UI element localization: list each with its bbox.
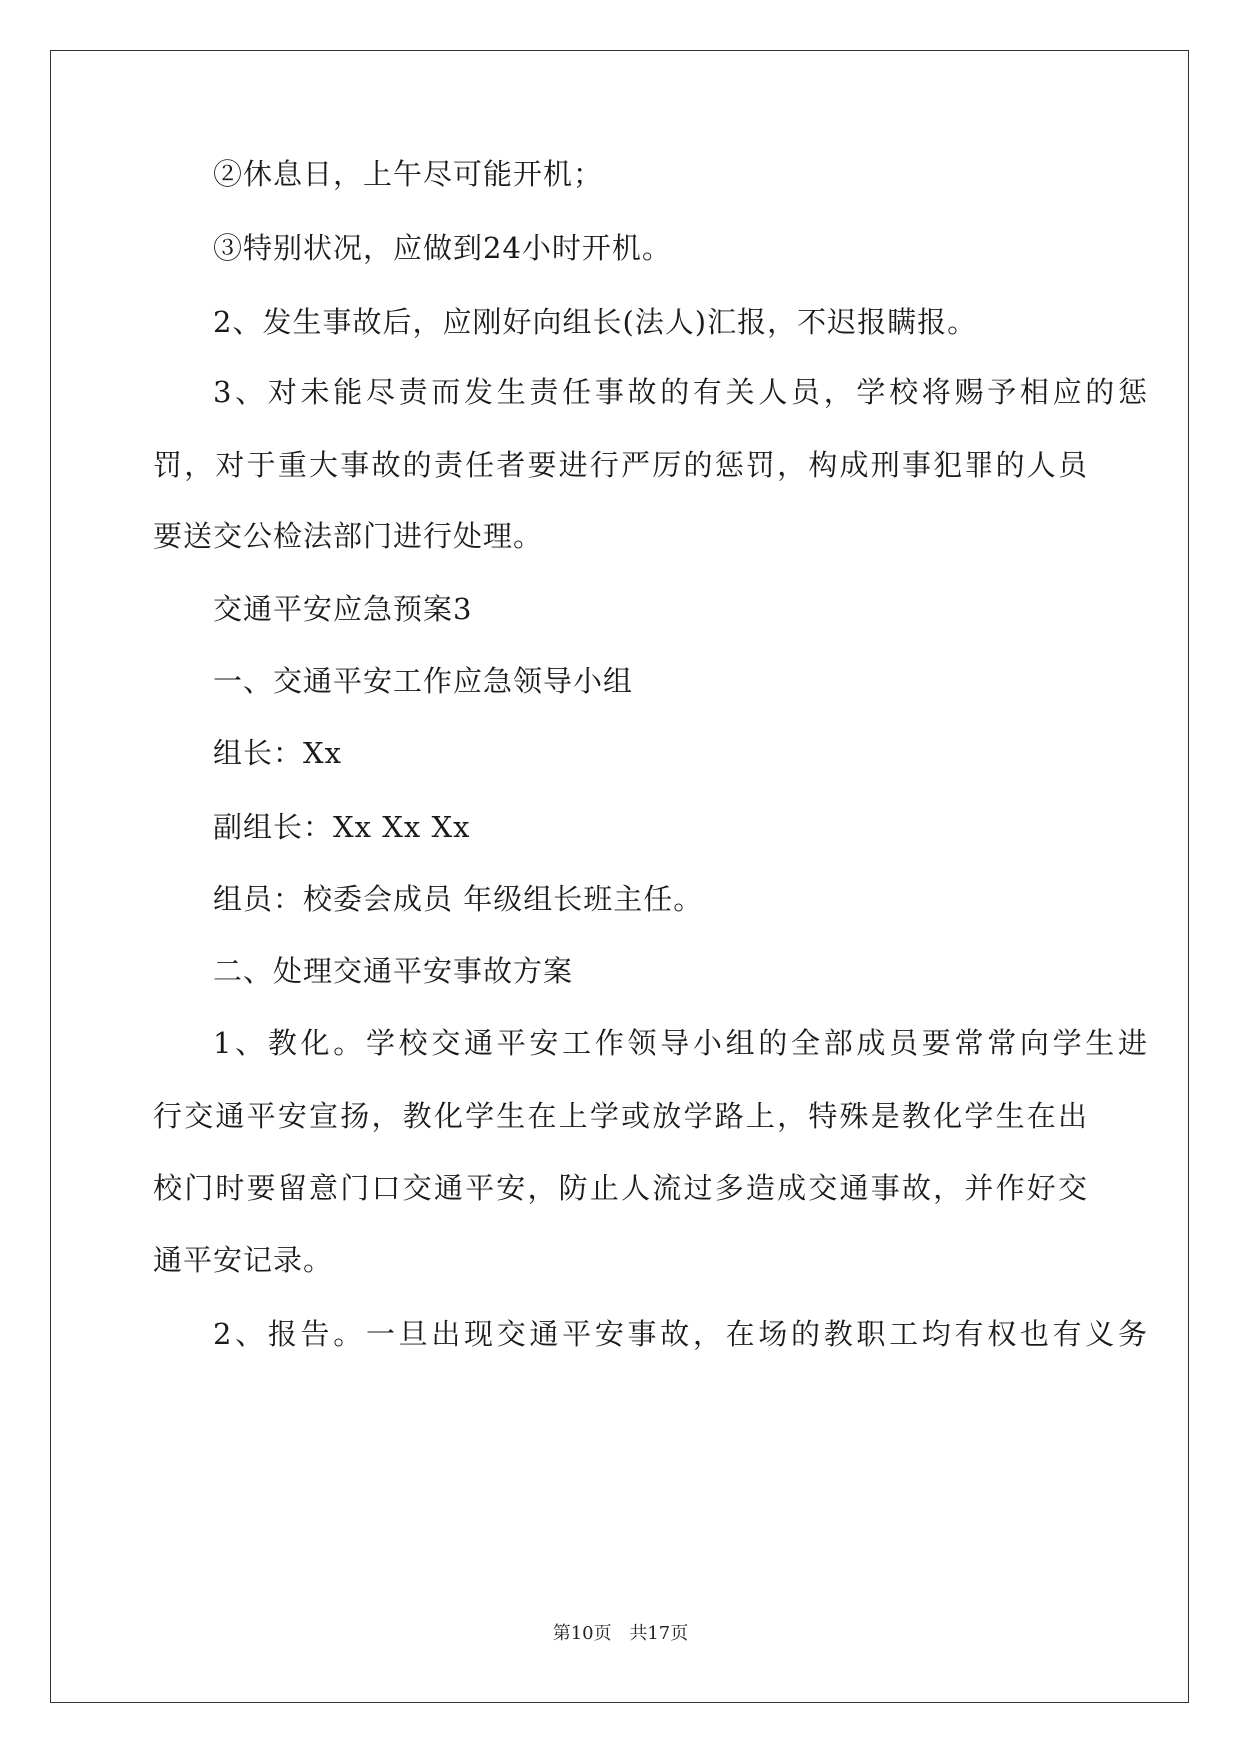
paragraph-line: 罚，对于重大事故的责任者要进行严厉的惩罚，构成刑事犯罪的人员 (153, 448, 1088, 482)
heading-line: 二、处理交通平安事故方案 (213, 954, 574, 988)
paragraph-line: 2、报告。一旦出现交通平安事故，在场的教职工均有权也有义务 (213, 1317, 1148, 1351)
page-number: 第10页 (552, 1623, 612, 1644)
paragraph-line: 2、发生事故后，应刚好向组长(法人)汇报，不迟报瞒报。 (213, 305, 978, 339)
paragraph-line: 组长：Xx (213, 736, 343, 770)
paragraph-line: ②休息日，上午尽可能开机； (213, 157, 604, 191)
paragraph-line: 要送交公检法部门进行处理。 (153, 519, 544, 553)
page-footer (0, 1622, 1241, 1646)
paragraph-line: 行交通平安宣扬，教化学生在上学或放学路上，特殊是教化学生在出 (153, 1099, 1088, 1133)
paragraph-line: ③特别状况，应做到24小时开机。 (213, 231, 672, 265)
page-total: 共17页 (629, 1623, 689, 1644)
paragraph-line: 副组长：Xx Xx Xx (213, 810, 471, 844)
page-border (50, 50, 1189, 1703)
paragraph-line: 通平安记录。 (153, 1243, 334, 1277)
section-title: 交通平安应急预案3 (213, 592, 473, 626)
paragraph-line: 3、对未能尽责而发生责任事故的有关人员，学校将赐予相应的惩 (213, 375, 1148, 409)
paragraph-line: 1、教化。学校交通平安工作领导小组的全部成员要常常向学生进 (213, 1026, 1148, 1060)
paragraph-line: 组员：校委会成员 年级组长班主任。 (213, 882, 704, 916)
paragraph-line: 校门时要留意门口交通平安，防止人流过多造成交通事故，并作好交 (153, 1171, 1088, 1205)
heading-line: 一、交通平安工作应急领导小组 (213, 664, 634, 698)
